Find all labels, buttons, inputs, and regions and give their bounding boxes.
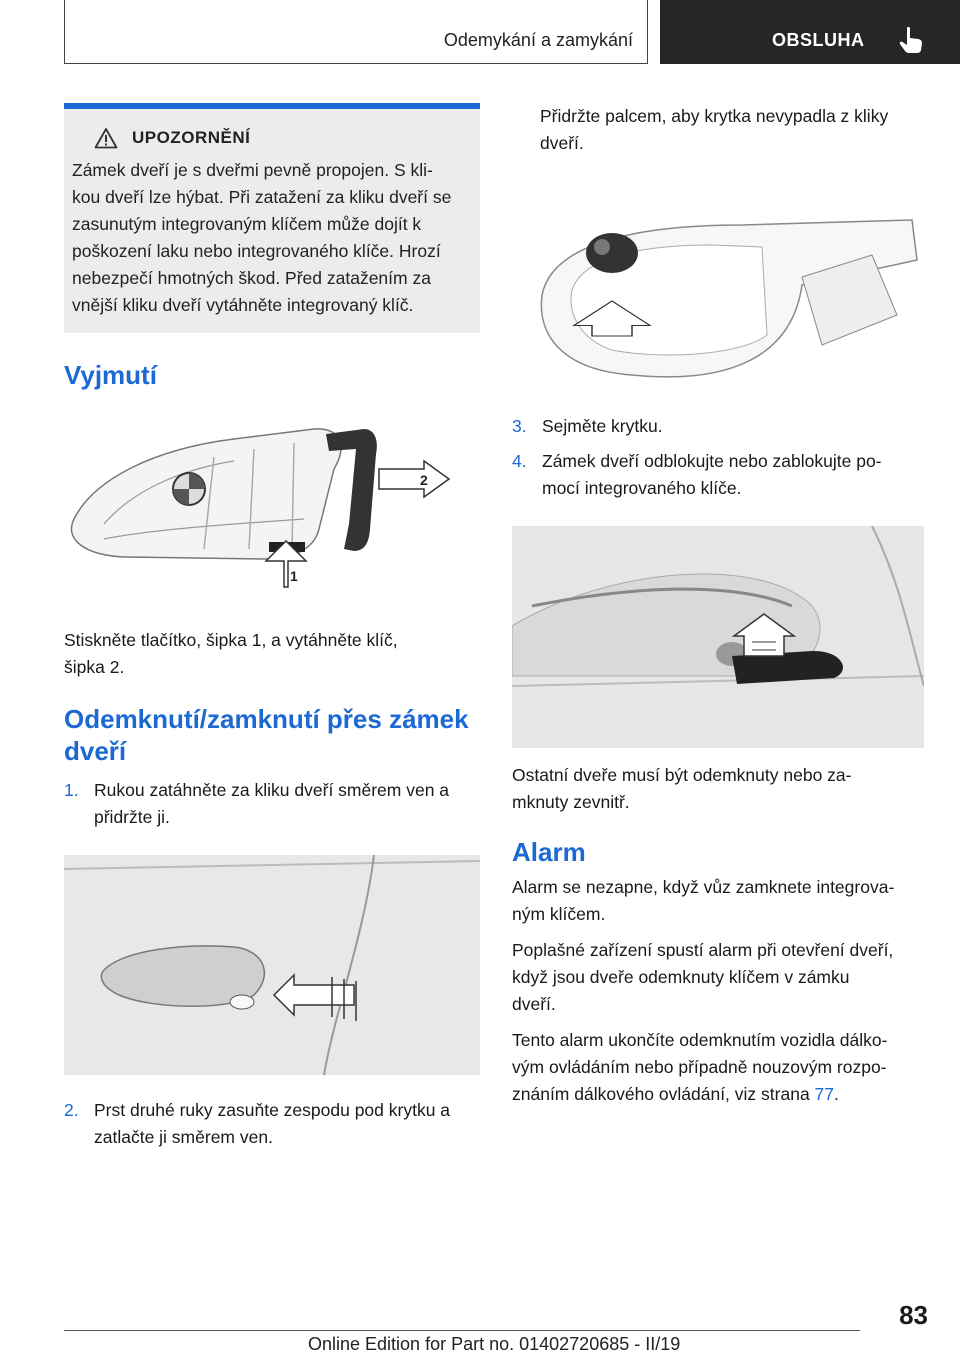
text-line: mknuty zevnitř. [512, 792, 630, 812]
text-line: dveří. [512, 994, 556, 1014]
text-line: když jsou dveře odemknuty klíčem v zámku [512, 967, 850, 987]
step-text: Sejměte krytku. [542, 416, 663, 436]
header-title: Odemykání a zamykání [443, 30, 633, 50]
cap-removal-image [512, 185, 924, 385]
text-line: Poplašné zařízení spustí alarm při otevření dveří, [512, 940, 894, 960]
step-number: 2. [64, 1100, 79, 1120]
step-text [94, 1097, 450, 1151]
header-section: OBSLUHA [772, 30, 865, 50]
warning-triangle-icon [94, 127, 118, 149]
arrow2-label: 2 [420, 472, 428, 488]
text-line: Rukou zatáhněte za kliku dveří směrem ven a [94, 780, 450, 800]
text-fragment: . [834, 1084, 839, 1104]
warning-line: nebezpečí hmotných škod. Před zatažením za [72, 268, 431, 288]
step-text [94, 777, 449, 831]
text-line: mocí integrovaného klíče. [542, 478, 742, 498]
heading-line: dveří [64, 736, 127, 766]
warning-line: Zámek dveří je s dveřmi pevně propojen. S kli‐ [72, 160, 433, 180]
right-column [512, 103, 924, 1108]
header-title-tab [64, 0, 648, 64]
text-line: dveří. [540, 133, 584, 153]
text-line: Tento alarm ukončíte odemknutím vozidla dálko‐ [512, 1030, 888, 1050]
text-line: Prst druhé ruky zasuňte zespodu pod krytku a [94, 1100, 451, 1120]
left-column [64, 103, 480, 1151]
text-line: přidržte ji. [94, 807, 170, 827]
remove-instructions [64, 627, 480, 681]
warning-text [72, 157, 472, 319]
text-fragment: znáním dálkového ovládání, viz strana [512, 1084, 815, 1104]
header-section-tab [660, 0, 960, 64]
text-line [512, 1081, 924, 1108]
heading-alarm: Alarm [512, 837, 586, 867]
footer-divider [64, 1330, 860, 1331]
other-doors-text [512, 762, 924, 816]
alarm-paragraph-1 [512, 874, 924, 928]
step-2 [64, 1097, 480, 1151]
hand-pointer-icon [898, 26, 924, 54]
text-line: vým ovládáním nebo případně nouzovým rozpo‐ [512, 1057, 887, 1077]
alarm-paragraph-3 [512, 1027, 924, 1108]
text-line: Přidržte palcem, aby krytka nevypadla z kliky [540, 106, 889, 126]
door-handle-image [64, 855, 480, 1075]
page-number: 83 [899, 1300, 928, 1330]
warning-line: kou dveří lze hýbat. Při zatažení za kliku dveří se [72, 187, 452, 207]
text-line: Alarm se nezapne, když vůz zamknete integrova‐ [512, 877, 895, 897]
warning-box [64, 103, 480, 333]
heading-remove: Vyjmutí [64, 360, 157, 390]
warning-line: poškození laku nebo integrovaného klíče. Hrozí [72, 241, 441, 261]
text-line: zatlačte ji směrem ven. [94, 1127, 273, 1147]
step-number: 4. [512, 451, 527, 471]
step-number: 1. [64, 780, 79, 800]
arrow1-label: 1 [290, 568, 298, 584]
step-text [542, 448, 882, 502]
key-in-lock-image [512, 526, 924, 748]
text-line: Stiskněte tlačítko, šipka 1, a vytáhněte klíč, [64, 630, 398, 650]
step-3 [512, 413, 924, 440]
warning-line: vnější kliku dveří vytáhněte integrovaný klíč. [72, 295, 414, 315]
step-4 [512, 448, 924, 502]
key-removal-image [64, 409, 480, 589]
heading-line: Odemknutí/zamknutí přes zámek [64, 704, 469, 734]
footer-edition: Online Edition for Part no. 01402720685 - II/19 [308, 1334, 681, 1354]
text-line: Ostatní dveře musí být odemknuty nebo za‐ [512, 765, 852, 785]
text-line: Zámek dveří odblokujte nebo zablokujte po‐ [542, 451, 882, 471]
text-line: ným klíčem. [512, 904, 606, 924]
page-reference-link[interactable]: 77 [814, 1084, 835, 1104]
heading-lock-unlock [64, 703, 480, 767]
warning-title: UPOZORNĚNÍ [132, 128, 251, 147]
text-line: šipka 2. [64, 657, 125, 677]
warning-line: zasunutým integrovaným klíčem může dojít k [72, 214, 422, 234]
alarm-paragraph-2 [512, 937, 924, 1018]
step-1 [64, 777, 480, 831]
step-number: 3. [512, 416, 527, 436]
